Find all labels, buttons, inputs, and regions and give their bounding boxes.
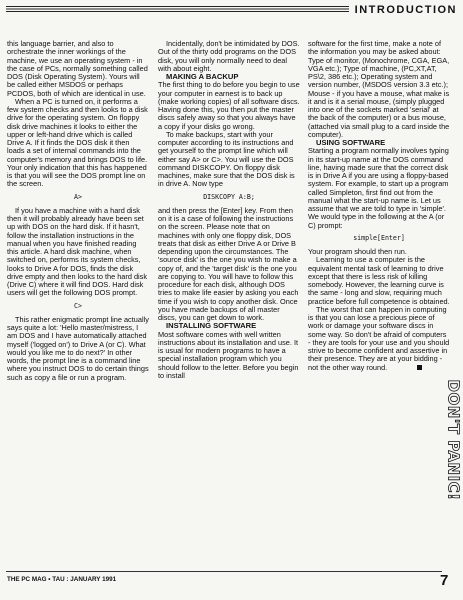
paragraph: If you have a machine with a hard disk then it will probably already have been set up with DOS on the hard disk. If it hasn't, follow the installation instructions in the manual when you have finished reading this article. A hard disk machine, when switched on, performs its system checks, looks to Drive A for DOS, finds the disk drive empty and then looks to the hard disk (Drive C) where it will find DOS. Hard disk users will get the following DOS prompt. — [7, 205, 148, 298]
simple-command: simple[Enter] — [353, 233, 405, 242]
paragraph: Learning to use a computer is the equivalent mental task of learning to drive except that there is less risk of killing somebody. However, the learning curve is the same - long and slow, requiring much practice before full competence is obtained. — [308, 255, 450, 306]
paragraph — [308, 306, 450, 372]
paragraph: and then press the [Enter] key. From then on it is a case of following the instructions on the screen. Please note that on machines with only one floppy disk, DOS treats that disk as either Drive A or Drive B depending upon the circumstances. The 'source disk' is the one you wish to make a copy of, and the 'target disk' is the one you are copying to. You will have to follow this procedure for each disk, although DOS tries to make life easier by asking you each time if you wish to copy another disk. Once you have made backups of all master discs, you can get down to work. — [158, 205, 299, 322]
page-header — [6, 4, 457, 15]
paragraph-text: The worst that can happen in computing is that you can lose a precious piece of work or damage your software discs in some way. So don't be afraid of computers - they are tools for your use and you should strive to become confident and assertive in their presence. They are at your bidding - not the other way round. — [308, 304, 450, 372]
paragraph: software for the first time, make a note of the information you may be asked about: Type of monitor, (Monochrome, CGA, EGA, VGA etc.); Type of machine, (PC,XT,AT, PS\2, 386 etc.); Operating system and version number, (MSDOS version 3.3 etc.); Mouse - if you have a mouse, what make is it and is it a serial mouse, (simply plugged into one of the sockets marked 'serial' at the back of the computer) or a bus mouse, (attached via small plug to a card inside the computer). — [308, 39, 450, 139]
page-number: 7 — [440, 572, 449, 589]
subheading-install: INSTALLING SOFTWARE — [166, 321, 257, 331]
side-tab-text: DON'T PANIC! — [444, 379, 463, 501]
paragraph: this language barrier, and also to orchestrate the inner workings of the machine, we use an operating system - in the case of PCs, normally something called DOS (Disk Operating System). Yours will be called either MSDOS or perhaps PCDOS, both of which are identical in use. — [7, 39, 148, 98]
side-tab — [444, 350, 463, 530]
paragraph: This rather enigmatic prompt line actually says quite a lot: 'Hello master/mistress, I am DOS and I have automatically attached myself ('logged on') to Drive A (or C). What would you like me to do next?' In other words, the prompt line is a command line where you instruct DOS to do certain things such as copy a file or run a program. — [7, 314, 149, 382]
footer-publication: THE PC MAG • TAU : JANUARY 1991 — [7, 576, 117, 583]
column-2 — [158, 40, 300, 380]
header-rule — [6, 6, 349, 14]
paragraph: To make backups, start with your computer according to its instructions and get yourself to the prompt line which will either say A> or C>. You will use the DOS command DISKCOPY. On floppy disk machines, make sure that the DOS disk is in drive A. Now type — [158, 129, 295, 189]
column-1 — [7, 40, 149, 382]
subheading-backup: MAKING A BACKUP — [166, 72, 239, 81]
dos-prompt-c: C> — [74, 301, 82, 310]
paragraph: When a PC is turned on, it performs a few system checks and then looks to a disk drive for the operating system. On floppy disk drive machines it looks to either the upper or left-hand drive which is called Drive A. If it finds the DOS disk it then loads a set of internal commands into the computer's memory and brings DOS to life. Your only indication that this has happened is that you will see the DOS prompt line on the screen. — [7, 96, 148, 189]
end-of-article-mark — [417, 365, 422, 370]
diskcopy-command: DISKCOPY A:B; — [203, 192, 255, 201]
paragraph: Your program should then run. — [308, 247, 407, 256]
paragraph: Incidentally, don't be intimidated by DOS. Out of the thirty odd programs on the DOS disk, you will only normally need to deal with about eight. — [158, 39, 300, 73]
column-3 — [308, 40, 450, 372]
dos-prompt-a: A> — [74, 192, 82, 201]
paragraph: Most software comes with well written instructions about its installation and use. It is usual for modern programs to have a special installation program which you should follow to the letter. Before you begin to install — [158, 329, 299, 380]
section-title: INTRODUCTION — [354, 3, 457, 16]
footer-rule — [6, 571, 442, 572]
subheading-using: USING SOFTWARE — [316, 138, 386, 147]
paragraph: Starting a program normally involves typing in its start-up name at the DOS command line, having made sure that the correct disk is in Drive A if you are using a floppy-based system. For example, to start up a program called Simpleton, first find out from the manual what the start-up name is. Let us assume that we are told to type in 'simple'. We would type in the following at the A (or C) prompt: — [308, 146, 449, 230]
paragraph: The first thing to do before you begin to use your computer in earnest is to back up (make working copies) of all software discs. Having done this, you then put the master discs safely away so that you always have a copy if your disks go wrong. — [158, 80, 300, 131]
